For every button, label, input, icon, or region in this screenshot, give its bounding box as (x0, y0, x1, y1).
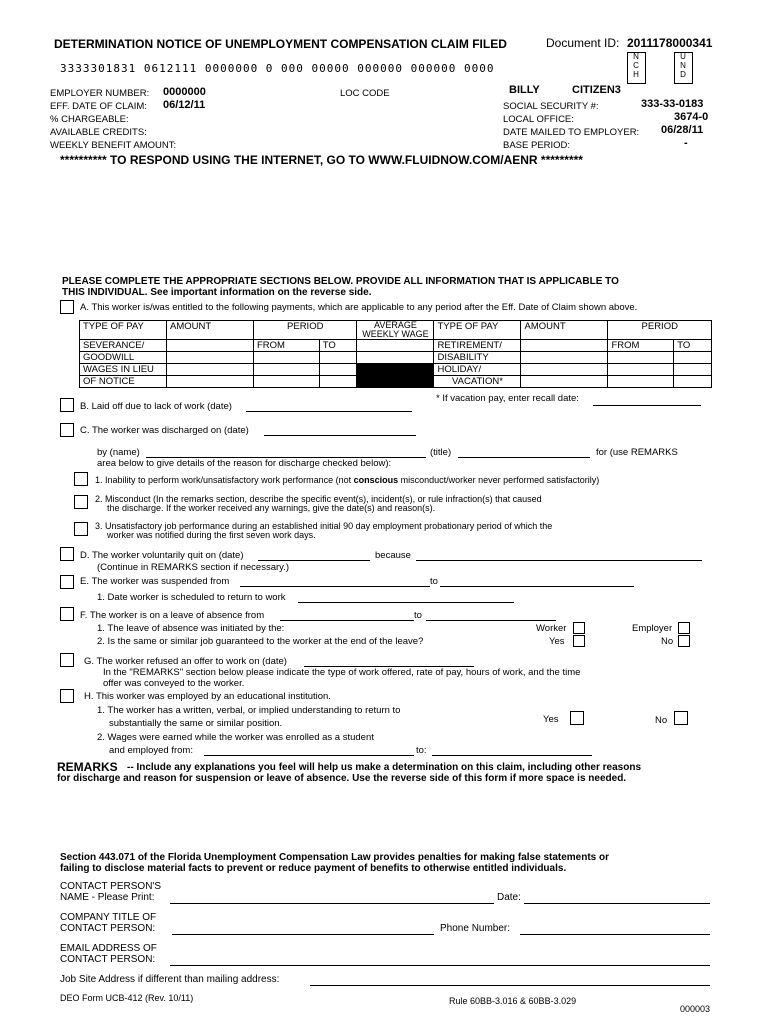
from-cell[interactable] (254, 376, 320, 388)
guaranteed-yes-checkbox[interactable] (573, 635, 585, 647)
instructions-line2: THIS INDIVIDUAL. See important information on the reverse side. (62, 287, 372, 298)
to-cell[interactable]: TO (674, 340, 712, 352)
shaded-cell (357, 364, 434, 388)
company-title-label-l1: COMPANY TITLE OF (60, 912, 157, 923)
employer-number-label: EMPLOYER NUMBER: (50, 88, 150, 99)
section-a-text: A. This worker is/was entitled to the following payments, which are applicable to any period after the Eff. Date of Claim shown above. (80, 302, 638, 313)
from-cell[interactable] (608, 364, 674, 376)
phone-line[interactable] (520, 934, 710, 935)
amount-cell[interactable] (167, 376, 254, 388)
date-label: Date: (497, 892, 521, 903)
eff-date-label: EFF. DATE OF CLAIM: (50, 101, 147, 112)
weekly-benefit-label: WEEKLY BENEFIT AMOUNT: (50, 140, 177, 151)
discharge-reason-1-checkbox[interactable] (74, 472, 88, 486)
email-label-l1: EMAIL ADDRESS OF (60, 943, 157, 954)
barcode-numbers: 3333301831 0612111 0000000 0 000 00000 000000 000000 0000 (60, 62, 495, 75)
suspended-to-label: to (430, 576, 438, 587)
section-f-text: F. The worker is on a leave of absence from (80, 610, 265, 621)
section-e-text: E. The worker was suspended from (80, 576, 230, 587)
amount-cell[interactable] (521, 340, 608, 352)
legal-line1: Section 443.071 of the Florida Unemployment Compensation Law provides penalties for making false statements or (60, 852, 610, 863)
because-line[interactable] (416, 560, 702, 561)
phone-label: Phone Number: (440, 923, 511, 934)
section-h-item2-l1: 2. Wages were earned while the worker was enrolled as a student (97, 732, 374, 743)
section-h-item1-l1: 1. The worker has a written, verbal, or implied understanding to return to (97, 705, 401, 716)
contact-name-line[interactable] (170, 903, 494, 904)
section-h-item2-l2: and employed from: (109, 745, 193, 756)
vacation-note: * If vacation pay, enter recall date: (436, 393, 579, 404)
employed-from-line[interactable] (204, 755, 414, 756)
page-number: 000003 (680, 1004, 711, 1014)
remarks-line2: for discharge and reason for suspension or leave of absence. Use the reverse side of this form if more space is needed. (57, 773, 627, 784)
from-cell[interactable] (608, 376, 674, 388)
discharge-reason-3-l2: worker was notified during the first seven work days. (107, 530, 316, 540)
section-g-line3: offer was conveyed to the worker. (103, 678, 245, 689)
pay-type-cell: SEVERANCE/ (80, 340, 167, 352)
chargeable-label: % CHARGEABLE: (50, 114, 129, 125)
pay-type-cell: RETIREMENT/ (434, 340, 521, 352)
contact-name-label-l2: NAME - Please Print: (60, 892, 155, 903)
because-label: because (375, 550, 411, 561)
col-avg-wage: AVERAGE WEEKLY WAGE (357, 321, 434, 340)
discharge-reason-2-l2: the discharge. If the worker received any warnings, give the date(s) and reason(s). (107, 503, 436, 513)
eff-date: 06/12/11 (163, 99, 206, 111)
amount-cell[interactable] (167, 364, 254, 376)
remarks-label: REMARKS (57, 760, 118, 774)
section-g-checkbox[interactable] (60, 653, 74, 667)
col-amount-2: AMOUNT (521, 321, 608, 340)
base-period: - (684, 137, 688, 149)
section-h-item1-l2: substantially the same or similar position. (109, 718, 283, 729)
recall-date-line[interactable] (593, 405, 701, 406)
legal-line2: failing to disclose material facts to prevent or reduce payment of benefits to otherwise entitled individuals. (60, 863, 567, 874)
guaranteed-yes-label: Yes (549, 636, 565, 647)
employer-number: 0000000 (163, 86, 206, 98)
section-d-text: D. The worker voluntarily quit on (date) (80, 550, 244, 561)
discharge-reason-3-l1: 3. Unsatisfactory job performance during an established initial 90 day employment probationary period of which the (95, 521, 553, 531)
section-d-checkbox[interactable] (60, 547, 74, 561)
discharge-reason-2-l1: 2. Misconduct (In the remarks section, describe the specific event(s), incident(s), or rule infraction(s) that caused (95, 494, 542, 504)
local-office: 3674-0 (674, 111, 709, 123)
suspended-to-line[interactable] (440, 586, 634, 587)
pay-type-cell: DISABILITY (434, 352, 521, 364)
col-type-of-pay: TYPE OF PAY (80, 321, 167, 340)
educational-yes-label: Yes (543, 714, 559, 725)
from-cell[interactable]: FROM (254, 340, 320, 352)
from-cell[interactable] (254, 364, 320, 376)
continue-remarks-note: (Continue in REMARKS section if necessary.) (97, 562, 290, 573)
section-b-text: B. Laid off due to lack of work (date) (80, 401, 232, 412)
section-g-text: G. The worker refused an offer to work on (date) (84, 656, 287, 667)
suspended-from-line[interactable] (240, 586, 430, 587)
pay-type-cell: VACATION* (434, 376, 521, 388)
loc-code-label: LOC CODE (340, 88, 390, 99)
return-date-line[interactable] (298, 602, 514, 603)
date-line[interactable] (524, 903, 710, 904)
claimant-last-name: CITIZEN3 (572, 84, 621, 96)
contact-name-label-l1: CONTACT PERSON'S (60, 881, 161, 892)
worker-label: Worker (536, 623, 567, 634)
employer-label: Employer (632, 623, 673, 634)
section-h-checkbox[interactable] (60, 689, 74, 703)
remarks-line1: -- Include any explanations you feel will help us make a determination on this claim, including other reasons (127, 762, 641, 773)
date-mailed-label: DATE MAILED TO EMPLOYER: (503, 127, 640, 138)
leave-initiated-label: 1. The leave of absence was initiated by the: (97, 623, 285, 634)
to-cell[interactable]: TO (319, 340, 357, 352)
ssn: 333-33-0183 (641, 98, 704, 110)
section-b-checkbox[interactable] (60, 398, 74, 412)
worker-checkbox[interactable] (573, 622, 585, 634)
pay-type-cell: WAGES IN LIEU (80, 364, 167, 376)
title-label: (title) (430, 447, 452, 458)
title-line[interactable] (458, 457, 590, 458)
to-cell[interactable] (674, 352, 712, 364)
job-site-line[interactable] (310, 985, 710, 986)
from-cell[interactable] (254, 352, 320, 364)
amount-cell[interactable] (521, 364, 608, 376)
to-cell[interactable] (319, 364, 357, 376)
col-period: PERIOD (254, 321, 357, 340)
payments-table (79, 320, 712, 388)
area-below-text: area below to give details of the reason for discharge checked below): (97, 458, 392, 469)
col-amount: AMOUNT (167, 321, 254, 340)
amount-cell[interactable] (521, 376, 608, 388)
local-office-label: LOCAL OFFICE: (503, 114, 574, 125)
email-label-l2: CONTACT PERSON: (60, 954, 156, 965)
col-period-2: PERIOD (608, 321, 712, 340)
leave-to-label: to (414, 610, 422, 621)
date-mailed: 06/28/11 (661, 124, 704, 136)
employer-checkbox[interactable] (678, 622, 690, 634)
nch-code: N C H (633, 52, 639, 79)
educational-no-label: No (655, 715, 668, 726)
email-line[interactable] (170, 965, 710, 966)
employed-to-label: to: (416, 745, 427, 756)
discharge-reason-2-checkbox[interactable] (74, 495, 88, 509)
from-cell[interactable] (608, 352, 674, 364)
educational-no-checkbox[interactable] (674, 711, 688, 725)
und-code: U N D (680, 52, 686, 79)
discharge-date-line[interactable] (264, 435, 416, 436)
for-use-label: for (use REMARKS (596, 447, 678, 458)
quit-date-line[interactable] (258, 560, 370, 561)
educational-yes-checkbox[interactable] (570, 711, 584, 725)
section-f-checkbox[interactable] (60, 607, 74, 621)
from-cell[interactable]: FROM (608, 340, 674, 352)
avg-wage-cell[interactable] (357, 352, 434, 364)
pay-type-cell: OF NOTICE (80, 376, 167, 388)
section-e-checkbox[interactable] (60, 575, 74, 589)
company-title-line[interactable] (172, 934, 434, 935)
pay-type-cell: HOLIDAY/ (434, 364, 521, 376)
to-cell[interactable] (674, 376, 712, 388)
laid-off-date-line[interactable] (246, 411, 412, 412)
return-date-label: 1. Date worker is scheduled to return to work (97, 592, 286, 603)
employed-to-line[interactable] (432, 755, 592, 756)
section-a-checkbox[interactable] (60, 300, 74, 314)
discharge-reason-1: 1. Inability to perform work/unsatisfactory work performance (not conscious misconduct/worker never performed satisfactorily) (95, 475, 600, 485)
claimant-first-name: BILLY (509, 84, 540, 96)
company-title-label-l2: CONTACT PERSON: (60, 923, 156, 934)
section-g-line2: In the "REMARKS" section below please indicate the type of work offered, rate of pay, hours of work, and the time (103, 667, 581, 678)
to-cell[interactable] (319, 352, 357, 364)
avg-wage-cell[interactable] (357, 340, 434, 352)
guaranteed-no-label: No (661, 636, 674, 647)
ssn-label: SOCIAL SECURITY #: (503, 101, 599, 112)
available-credits-label: AVAILABLE CREDITS: (50, 127, 147, 138)
to-cell[interactable] (674, 364, 712, 376)
leave-to-line[interactable] (426, 620, 556, 621)
to-cell[interactable] (319, 376, 357, 388)
remarks-area[interactable] (57, 790, 712, 840)
discharge-reason-3-checkbox[interactable] (74, 522, 88, 536)
rule-reference: Rule 60BB-3.016 & 60BB-3.029 (449, 996, 577, 1006)
section-h-text: H. This worker was employed by an educational institution. (84, 691, 331, 702)
job-site-label: Job Site Address if different than mailing address: (60, 974, 280, 985)
leave-from-line[interactable] (280, 620, 414, 621)
document-title: DETERMINATION NOTICE OF UNEMPLOYMENT COMPENSATION CLAIM FILED (54, 37, 507, 51)
pay-type-cell: GOODWILL (80, 352, 167, 364)
guaranteed-no-checkbox[interactable] (678, 635, 690, 647)
amount-cell[interactable] (167, 340, 254, 352)
base-period-label: BASE PERIOD: (503, 140, 571, 151)
document-id: 2011178000341 (627, 36, 713, 50)
section-c-checkbox[interactable] (60, 423, 74, 437)
document-id-label: Document ID: (546, 36, 620, 50)
job-guaranteed-label: 2. Is the same or similar job guaranteed to the worker at the end of the leave? (97, 636, 424, 647)
by-name-label: by (name) (97, 447, 140, 458)
internet-notice: ********** TO RESPOND USING THE INTERNET, GO TO WWW.FLUIDNOW.COM/AENR ********* (60, 153, 583, 167)
col-type-of-pay-2: TYPE OF PAY (434, 321, 521, 340)
amount-cell[interactable] (521, 352, 608, 364)
amount-cell[interactable] (167, 352, 254, 364)
instructions-line1: PLEASE COMPLETE THE APPROPRIATE SECTIONS BELOW. PROVIDE ALL INFORMATION THAT IS APPLICABLE TO (62, 276, 619, 287)
form-number: DEO Form UCB-412 (Rev. 10/11) (60, 993, 194, 1003)
section-c-text: C. The worker was discharged on (date) (80, 425, 249, 436)
